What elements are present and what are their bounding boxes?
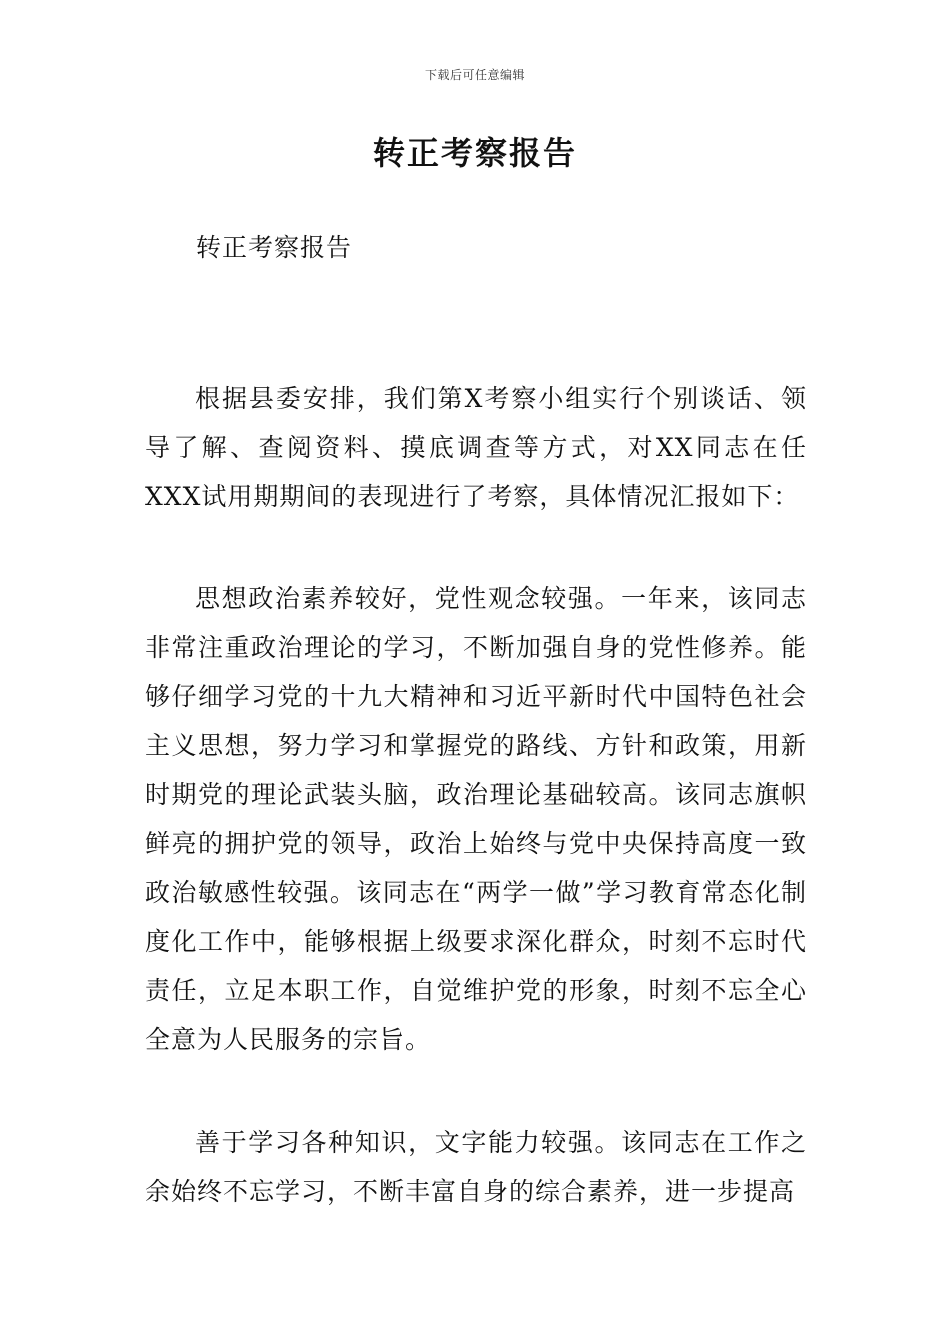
paragraph-learning-ability: 善于学习各种知识，文字能力较强。该同志在工作之余始终不忘学习，不断丰富自身的综合素养，进一步提高 [145, 1128, 807, 1206]
document-title: 转正考察报告 [372, 134, 577, 172]
paragraph-political-quality: 思想政治素养较好，党性观念较强。一年来，该同志非常注重政治理论的学习，不断加强自身的党性修养。能够仔细学习党的十九大精神和习近平新时代中国特色社会主义思想，努力学习和掌握党的路线、方针和政策，用新时期党的理论武装头脑，政治理论基础较高。该同志旗帜鲜亮的拥护党的领导，政治上始终与党中央保持高度一致政治敏感性较强。该同志在“两学一做”学习教育常态化制度化工作中，能够根据上级要求深化群众，时刻不忘时代责任，立足本职工作，自觉维护党的形象，时刻不忘全心全意为人民服务的宗旨。 [145, 584, 807, 1054]
header-note: 下载后可任意编辑 [424, 68, 525, 82]
paragraph-intro: 根据县委安排，我们第X考察小组实行个别谈话、领导了解、查阅资料、摸底调查等方式，对XX同志在任XXX试用期期间的表现进行了考察，具体情况汇报如下： [145, 384, 807, 511]
document-subtitle: 转正考察报告 [196, 233, 353, 262]
